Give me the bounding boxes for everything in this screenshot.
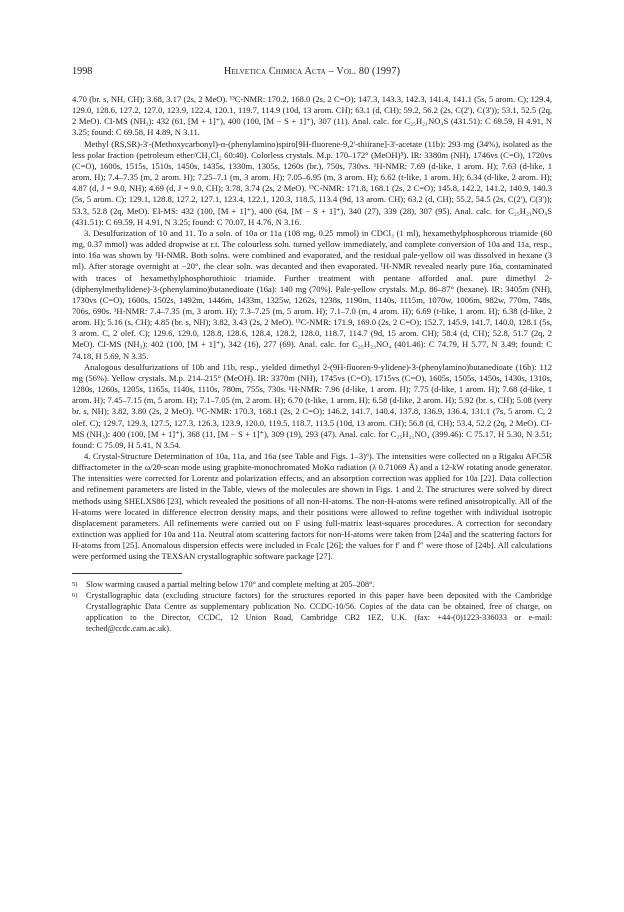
paragraph-11a-data: 4.70 (br. s, NH, CH); 3.68, 3.17 (2s, 2 MeO). ¹³C-NMR: 170.2, 168.0 (2s, 2 C=O); 147.3, 143.3, 142.3, 141.4, 141.1 (5s, 5 arom. C); 129.4, 129.0, 128.6, 127.2, 127.0, 123.9, 122.4, 120.1, 119.7, 114.9 (10d, 13 arom. CH); 63.1 (d, CH); 59.2, 56.2 (2s, C(2'), C(3')); 53.1, 52.5 (2q, 2 MeO). CI-MS (NH₃): 432 (61, [M + 1]⁺), 400 (100, [M − S + 1]⁺), 307 (11). Anal. calc. for C₂₅H₂₁NO₄S (431.51): C 69.59, H 4.91, N 3.25; found: C 69.58, H 4.89, N 3.11. xyxy=(72,94,552,138)
journal-page xyxy=(72,66,552,856)
footnote-marker: 6) xyxy=(72,592,78,600)
body-text xyxy=(72,94,552,563)
footnote-text: Crystallographic data (excluding structure factors) for the structures reported in this paper have been deposited with the Cambridge Crystallographic Data Centre as supplementary publication No. CCDC-10/56. Copies of the data can be obtained, free of charge, on application to the Director, CCDC, 12 Union Road, Cambridge CB2 1EZ, U.K. (fax: +44-(0)1223-336033 or e-mail: teched@ccdc.cam.ac.uk). xyxy=(86,591,552,634)
footnote-rule xyxy=(72,573,182,574)
paragraph-crystal-structure: 4. Crystal-Structure Determination of 10a, 11a, and 16a (see Table and Figs. 1–3)⁶). The intensities were collected on a Rigaku AFC5R diffractometer in the ω/2θ-scan mode using graphite-monochromated MoKα radiation (λ 0.71069 Å) and a 12-kW rotating anode generator. The intensities were corrected for Lorentz and polarization effects, and an absorption correction was applied for 10a [22]. Data collection and refinement parameters are listed in the Table, views of the molecules are shown in Figs. 1 and 2. The structures were solved by direct methods using SHELXS86 [23], which revealed the positions of all non-H-atoms. The non-H-atoms were refined anisotropically. All of the H-atoms were located in difference electron density maps, and their positions were allowed to refine together with individual isotropic displacement parameters. All refinements were carried out on F using full-matrix least-squares procedures. A correction for secondary extinction was applied for 10a and 11a. Neutral atom scattering factors for non-H-atoms were taken from [24a] and the scattering factors for H-atoms from [25]. Anomalous dispersion effects were included in Fcalc [26]; the values for f′ and f″ were those of [24b]. All calculations were performed using the TEXSAN crystallographic software package [27]. xyxy=(72,451,552,562)
running-head xyxy=(72,66,552,80)
footnote-marker: 5) xyxy=(72,580,78,588)
footnote-5 xyxy=(72,580,552,591)
journal-title: Helvetica Chimica Acta – Vol. 80 (1997) xyxy=(223,66,401,77)
paragraph-desulfurization: 3. Desulfurization of 10 and 11. To a soln. of 10a or 11a (108 mg, 0.25 mmol) in CDCl₃ (1 ml), hexamethylphosphorous triamide (60 mg, 0.37 mmol) was added dropwise at r.t. The colourless soln. turned yellow immediately, and complete conversion of 10a and 11a, resp., into 16a was shown by ¹H-NMR. Both solns. were combined and evaporated, and the residual pale-yellow oil was dissolved in hexane (3 ml). After storage overnight at −20°, the clear soln. was decanted and then evaporated. ¹H-NMR revealed nearly pure 16a, contaminated with traces of hexamethylphosphorothioic triamide. Further treatment with pentane afforded anal. pure dimethyl 2-(diphenylmethylidene)-3-(phenylamino)butanedioate (16a): 140 mg (70%). Pale-yellow crystals. M.p. 86–87° (hexane). IR: 3405m (NH), 1730vs (C=O), 1600s, 1502s, 1492m, 1446m, 1433m, 1325w, 1262s, 1238s, 1190m, 1140s, 1115m, 1070w, 1006m, 982w, 770m, 748s, 706s, 690s. ¹H-NMR: 7.4–7.35 (m, 3 arom. H); 7.3–7.25 (m, 5 arom. H); 7.1–7.0 (m, 4 arom. H); 6.69 (t-like, 1 arom. H); 6.38 (d-like, 2 arom. H); 5.16 (s, CH); 4.85 (br. s, NH); 3.82, 3.43 (2s, 2 MeO). ¹³C-NMR: 171.9, 169.0 (2s, 2 C=O); 152.7, 145.9, 141.7, 140.0, 128.1 (5s, 3 arom. C, 2 olef. C); 129.6, 129.0, 128.8, 128.6, 128.4, 128.2, 128.0, 118.7, 114.7 (9d, 15 arom. CH); 58.4 (d, CH); 52.8, 51.7 (2q, 2 MeO). CI-MS (NH₃): 402 (100, [M + 1]⁺), 342 (16), 277 (69). Anal. calc. for C₂₅H₂₃NO₄ (401.46): C 74.79, H 5.77, N 3.49; found: C 74.18, H 5.69, N 3.35. xyxy=(72,227,552,361)
paragraph-11b: Methyl (RS,SR)-3'-(Methoxycarbonyl)-α-(phenylamino)spiro[9H-fluorene-9,2'-thiirane]-3'-acetate (11b): 293 mg (34%), isolated as the less polar fraction (petroleum ether/CH₂Cl₂ 60:40). Colorless crystals. M.p. 170–172° (MeOH)⁵). IR: 3380m (NH), 1746vs (C=O), 1720vs (C=O), 1600s, 1515s, 1510s, 1450s, 1435s, 1330m, 1305s, 1260s (br.), 750s, 730vs. ¹H-NMR: 7.69 (d-like, 1 arom. H); 7.63 (d-like, 1 arom. H); 7.4–7.35 (m, 2 arom. H); 7.25–7.1 (m, 3 arom. H); 7.05–6.95 (m, 3 arom. H); 6.62 (t-like, 1 arom. H); 6.34 (d-like, 2 arom. H); 4.87 (d, J = 9.0, NH); 4.69 (d, J = 9.0, CH); 3.78, 3.74 (2s, 2 MeO). ¹³C-NMR: 171.8, 168.1 (2s, 2 C=O); 145.8, 142.2, 141.2, 140.9, 140.3 (5s, 5 arom. C); 129.1, 128.8, 127.2, 127.1, 123.4, 122.1, 120.3, 118.5, 113.4 (9d, 13 arom. CH); 63.2 (d, CH); 55.2, 54.5 (2s, C(2'), C(3')); 53.3, 52.8 (2q, MeO). EI-MS: 432 (100, [M + 1]⁺), 400 (64, [M − S + 1]⁺), 340 (27), 339 (28), 307 (95). Anal. calc. for C₂₅H₂₁NO₄S (431.51): C 69.59, H 4.91, N 3.25; found: C 70.07, H 4.76, N 3.16. xyxy=(72,138,552,227)
paragraph-16b: Analogous desulfurizations of 10b and 11b, resp., yielded dimethyl 2-(9H-fluoren-9-ylidene)-3-(phenylamino)butanedioate (16b): 112 mg (56%). Yellow crystals. M.p. 214–215° (MeOH). IR: 3370m (NH), 1745vs (C=O), 1715vs (C=O), 1605s, 1505s, 1450s, 1430s, 1310s, 1280s, 1260s, 1205s, 1165s, 1140s, 1110s, 780m, 755s, 730s. ¹H-NMR: 7.96 (d-like, 1 arom. H); 7.75 (d-like, 1 arom. H); 7.68 (d-like, 1 arom. H); 7.45–7.15 (m, 5 arom. H); 7.1–7.05 (m, 2 arom. H); 6.70 (t-like, 1 arom. H); 6.58 (d-like, 2 arom. H); 5.92 (br. s, CH); 5.08 (very br. s, NH); 3.82, 3.80 (2s, 2 MeO). ¹³C-NMR: 170.3, 168.1 (2s, 2 C=O); 146.2, 141.7, 140.4, 137.8, 136.9, 136.4, 131.1 (7s, 5 arom. C, 2 olef. C); 129.7, 129.3, 127.5, 127.3, 126.3, 123.9, 120.0, 119.5, 118.7, 113.5 (10d, 13 arom. CH); 56.8 (d, CH); 53.4, 52.2 (2q, 2 MeO). CI-MS (NH₃): 400 (100, [M + 1]⁺), 368 (11, [M − S + 1]⁺), 309 (19), 293 (47). Anal. calc. for C₂₅H₂₁NO₄ (399.46): C 75.17, H 5.30, N 3.51; found: C 75.09, H 5.41, N 3.54. xyxy=(72,361,552,450)
footnotes xyxy=(72,580,552,636)
footnote-text: Slow warming caused a partial melting below 170° and complete melting at 205–208°. xyxy=(86,579,375,589)
page-number: 1998 xyxy=(72,66,93,77)
footnote-6 xyxy=(72,591,552,635)
